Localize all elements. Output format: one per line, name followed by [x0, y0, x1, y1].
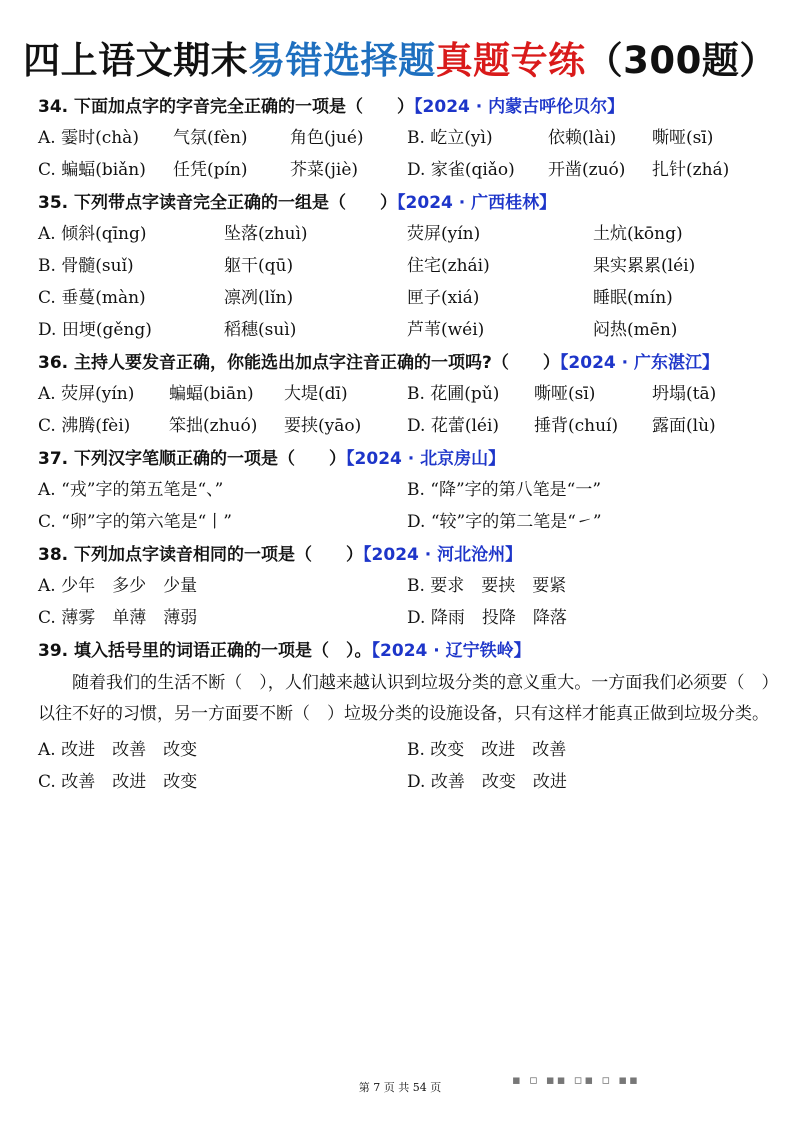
question-source: 【2024 · 河北沧州】: [363, 545, 523, 565]
option: C. 沸腾(fèi): [38, 416, 131, 436]
question-text: 35. 下列带点字读音完全正确的一组是（ ）: [38, 193, 398, 213]
option: 嘶哑(sī): [534, 384, 596, 404]
option-row: [38, 154, 770, 186]
question-text: 39. 填入括号里的词语正确的一项是（ ）。: [38, 641, 372, 661]
option: 芥菜(jiè): [290, 160, 359, 180]
option: 稻穗(suì): [224, 320, 297, 340]
option: A. 少年 多少 少量: [38, 576, 198, 596]
question-source: 【2024 · 北京房山】: [346, 449, 506, 469]
option: 开凿(zuó): [548, 160, 626, 180]
option: 芦苇(wéi): [407, 320, 485, 340]
option: C. 垂蔓(màn): [38, 288, 146, 308]
option-row: [38, 250, 770, 282]
title-part-3: 真题专练: [435, 39, 586, 82]
question-source: 【2024 · 广东湛江】: [559, 353, 720, 373]
option: 依赖(lài): [548, 128, 617, 148]
option: 住宅(zhái): [407, 256, 490, 276]
option: 要挟(yāo): [284, 416, 362, 436]
option-row: [38, 570, 770, 602]
question-34: [38, 92, 770, 122]
option: C. 薄雾 单薄 薄弱: [38, 608, 198, 628]
option: 坍塌(tā): [652, 384, 717, 404]
option: 匣子(xiá): [407, 288, 480, 308]
option: 凛冽(lǐn): [224, 288, 294, 308]
option: 大堤(dī): [284, 384, 348, 404]
option: B. 花圃(pǔ): [407, 384, 500, 404]
option-row: [38, 602, 770, 634]
option: 笨拙(zhuó): [169, 416, 258, 436]
title-part-4: （300题）: [585, 39, 777, 82]
option: 扎针(zhá): [652, 160, 730, 180]
question-source: 【2024 · 内蒙古呼伦贝尔】: [414, 97, 625, 117]
option-row: [38, 766, 770, 798]
title-part-1: 四上语文期末: [23, 39, 249, 82]
option: 坠落(zhuì): [224, 224, 308, 244]
option: 气氛(fèn): [173, 128, 248, 148]
option: 荧屏(yín): [407, 224, 481, 244]
option: 露面(lù): [652, 416, 716, 436]
title-part-2: 易错选择题: [248, 39, 436, 82]
question-list: [38, 90, 770, 798]
option: 果实累累(léi): [593, 256, 696, 276]
option: C. “卵”字的第六笔是“丨”: [38, 512, 232, 532]
option: B. 屹立(yì): [407, 128, 493, 148]
option: B. 骨髓(suǐ): [38, 256, 134, 276]
option-row: [38, 282, 770, 314]
question-39: [38, 636, 770, 666]
question-38: [38, 540, 770, 570]
option: D. 降雨 投降 降落: [407, 608, 567, 628]
option: B. 要求 要挟 要紧: [407, 576, 567, 596]
option: D. 田埂(gěng): [38, 320, 152, 340]
option: A. “戎”字的第五笔是“、”: [38, 480, 224, 500]
option: A. 荧屏(yín): [38, 384, 135, 404]
question-text: 38. 下列加点字读音相同的一项是（ ）: [38, 545, 364, 565]
option: 土炕(kōng): [593, 224, 683, 244]
option: A. 霎时(chà): [38, 128, 139, 148]
option: 角色(jué): [290, 128, 364, 148]
option: 嘶哑(sī): [652, 128, 714, 148]
option-row: [38, 734, 770, 766]
question-source: 【2024 · 辽宁铁岭】: [371, 641, 531, 661]
page-title: [0, 36, 800, 86]
option: A. 改进 改善 改变: [38, 740, 198, 760]
option-row: [38, 506, 770, 538]
option-row: [38, 410, 770, 442]
option: D. 改善 改变 改进: [407, 772, 567, 792]
option-row: [38, 218, 770, 250]
option: 蝙蝠(biān): [169, 384, 254, 404]
question-35: [38, 188, 770, 218]
option: B. “降”字的第八笔是“一”: [407, 480, 602, 500]
option: D. 花蕾(léi): [407, 416, 500, 436]
option: D. “较”字的第二笔是“㇀”: [407, 512, 602, 532]
option: D. 家雀(qiǎo): [407, 160, 515, 180]
question-text: 37. 下列汉字笔顺正确的一项是（ ）: [38, 449, 347, 469]
option: A. 倾斜(qīng): [38, 224, 147, 244]
watermark-icon: ▪ ▫ ▪▪ ▫▪ ▫ ▪▪: [512, 1073, 640, 1088]
page-number: 第 7 页 共 54 页: [358, 1081, 442, 1094]
option: 睡眠(mín): [593, 288, 673, 308]
option: 闷热(mēn): [593, 320, 678, 340]
option-row: [38, 314, 770, 346]
option-row: [38, 122, 770, 154]
option: 躯干(qū): [224, 256, 294, 276]
option-row: [38, 378, 770, 410]
question-source: 【2024 · 广西桂林】: [397, 193, 557, 213]
question-text: 36. 主持人要发音正确，你能选出加点字注音正确的一项吗?（ ）: [38, 353, 560, 373]
question-37: [38, 444, 770, 474]
option: C. 改善 改进 改变: [38, 772, 198, 792]
question-passage: 随着我们的生活不断（ ），人们越来越认识到垃圾分类的意义重大。一方面我们必须要（ ）以往不好的习惯，另一方面要不断（ ）垃圾分类的设施设备，只有这样才能真正做到垃圾分类。: [38, 673, 770, 724]
option: 任凭(pín): [173, 160, 248, 180]
question-text: 34. 下面加点字的字音完全正确的一项是（ ）: [38, 97, 415, 117]
option: B. 改变 改进 改善: [407, 740, 567, 760]
question-36: [38, 348, 770, 378]
option: C. 蝙蝠(biǎn): [38, 160, 146, 180]
option: 捶背(chuí): [534, 416, 619, 436]
option-row: [38, 474, 770, 506]
